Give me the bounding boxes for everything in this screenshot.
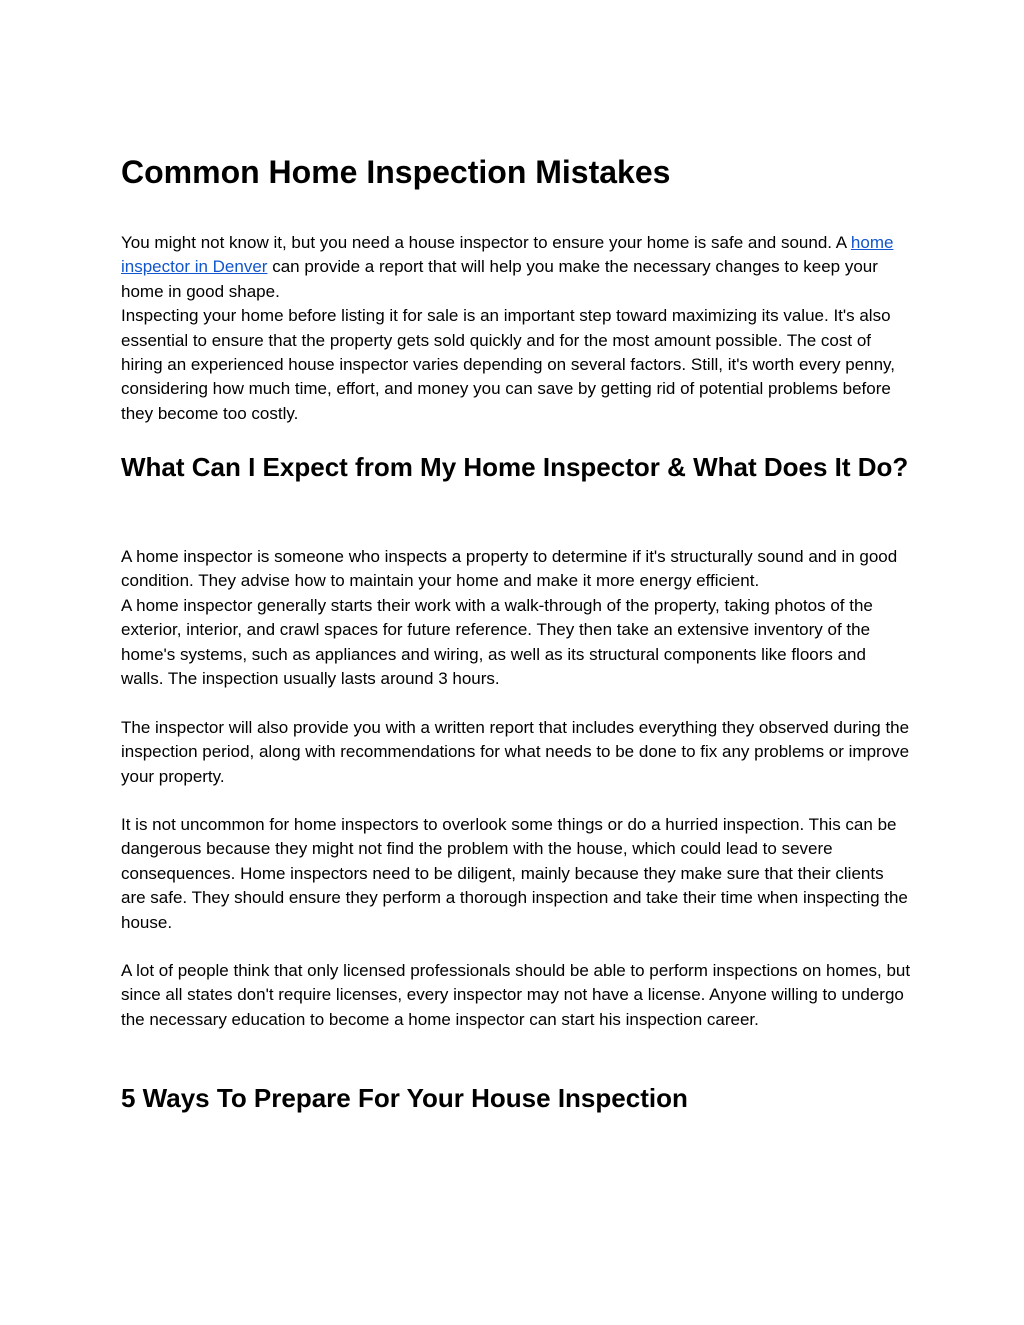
- section1-block-a: [121, 545, 911, 691]
- intro-paragraph-2: Inspecting your home before listing it for sale is an important step toward maximizing its value. It's also essential to ensure that the property gets sold quickly and for the most amount possible. The cost of hiring an experienced house inspector varies depending on several factors. Still, it's worth every penny, considering how much time, effort, and money you can save by getting rid of potential problems before they become too costly.: [121, 306, 896, 423]
- section1-block-c: [121, 813, 911, 935]
- document-title: Common Home Inspection Mistakes: [121, 154, 671, 190]
- section1-paragraph-5: A lot of people think that only licensed professionals should be able to perform inspections on homes, but since all states don't require licenses, every inspector may not have a license. Anyone willing to undergo the necessary education to become a home inspector can start his inspection career.: [121, 961, 911, 1029]
- section1-block-d: [121, 959, 911, 1032]
- home-inspector-denver-link[interactable]: home inspector in Denver: [121, 233, 894, 277]
- intro-text-after-link: can provide a report that will help you make the necessary changes to keep your home in good shape.: [121, 257, 878, 301]
- section-heading-prepare: 5 Ways To Prepare For Your House Inspection: [121, 1083, 688, 1113]
- section1-paragraph-4: It is not uncommon for home inspectors to overlook some things or do a hurried inspection. This can be dangerous because they might not find the problem with the house, which could lead to severe consequences. Home inspectors need to be diligent, mainly because they make sure that their clients are safe. They should ensure they perform a thorough inspection and take their time when inspecting the house.: [121, 815, 908, 932]
- section-heading-what-to-expect: What Can I Expect from My Home Inspector & What Does It Do?: [121, 452, 909, 482]
- section1-paragraph-3: The inspector will also provide you with a written report that includes everything they observed during the inspection period, along with recommendations for what needs to be done to fix any problems or improve your property.: [121, 718, 910, 786]
- section1-block-b: [121, 716, 911, 789]
- intro-paragraph-1: [121, 231, 911, 304]
- intro-block: [121, 231, 911, 426]
- intro-text-before-link: You might not know it, but you need a house inspector to ensure your home is safe and sound. A: [121, 233, 851, 252]
- section1-paragraph-2: A home inspector generally starts their work with a walk-through of the property, taking photos of the exterior, interior, and crawl spaces for future reference. They then take an extensive inventory of the home's systems, such as appliances and wiring, as well as its structural components like floors and walls. The inspection usually lasts around 3 hours.: [121, 595, 873, 689]
- section1-paragraph-1: A home inspector is someone who inspects a property to determine if it's structurally sound and in good condition. They advise how to maintain your home and make it more energy efficient.: [121, 547, 898, 591]
